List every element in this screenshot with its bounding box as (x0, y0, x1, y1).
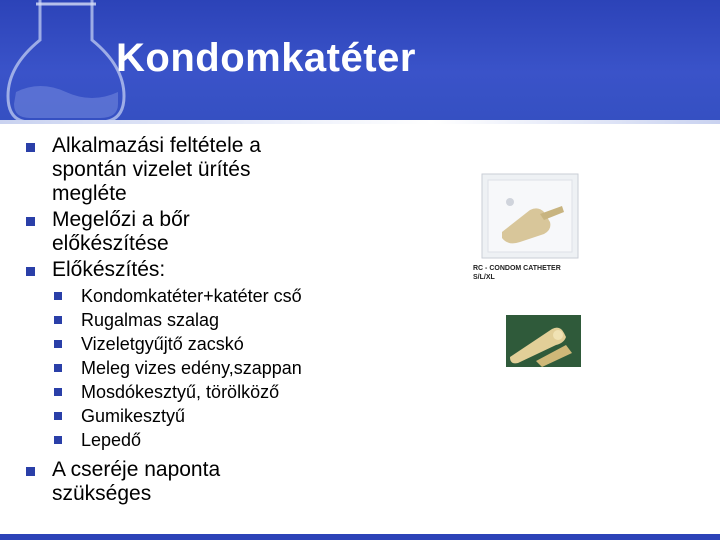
bullet-item (22, 258, 462, 282)
sub-bullet-item (54, 380, 462, 404)
footer-bar (0, 534, 720, 540)
header-divider (0, 120, 720, 124)
bullet-list (22, 134, 462, 508)
bullet-text: Előkészítés: (52, 258, 166, 281)
sub-bullet-text: Mosdókesztyű, törölköző (81, 382, 280, 402)
sub-bullet-item (54, 356, 462, 380)
square-bullet-icon (54, 364, 62, 372)
bullet-text: Megelőzi a bőr előkészítése (52, 208, 190, 255)
square-bullet-icon (54, 436, 62, 444)
sub-bullet-text: Rugalmas szalag (81, 310, 220, 330)
condom-catheter-package-image (480, 172, 580, 260)
sub-bullet-text: Lepedő (81, 430, 142, 450)
bullet-text: A cseréje naponta szükséges (52, 458, 221, 505)
package-label (473, 264, 561, 282)
sub-bullet-item (54, 404, 462, 428)
square-bullet-icon (26, 267, 35, 276)
square-bullet-icon (54, 412, 62, 420)
square-bullet-icon (54, 388, 62, 396)
sub-bullet-list (54, 284, 462, 452)
sub-bullet-item (54, 308, 462, 332)
square-bullet-icon (54, 292, 62, 300)
square-bullet-icon (54, 340, 62, 348)
sub-bullet-text: Vizeletgyűjtő zacskó (81, 334, 244, 354)
sub-bullet-text: Gumikesztyű (81, 406, 186, 426)
slide-title: Kondomkatéter (116, 36, 416, 80)
sub-bullet-item (54, 428, 462, 452)
square-bullet-icon (26, 467, 35, 476)
bullet-item (22, 458, 462, 506)
flask-logo-icon (0, 0, 130, 122)
package-label-line: RC - CONDOM CATHETER (473, 265, 561, 272)
package-label-line: S/L/XL (473, 274, 495, 281)
sub-bullet-item (54, 332, 462, 356)
square-bullet-icon (54, 316, 62, 324)
sub-bullet-text: Meleg vizes edény,szappan (81, 358, 302, 378)
sub-bullet-item (54, 284, 462, 308)
square-bullet-icon (26, 217, 35, 226)
sub-bullet-text: Kondomkatéter+katéter cső (81, 286, 302, 306)
bullet-item (22, 208, 462, 256)
bullet-item (22, 134, 462, 206)
square-bullet-icon (26, 143, 35, 152)
catheter-photo-image (506, 315, 581, 367)
bullet-text: Alkalmazási feltétele a spontán vizelet ürítés megléte (52, 134, 261, 205)
